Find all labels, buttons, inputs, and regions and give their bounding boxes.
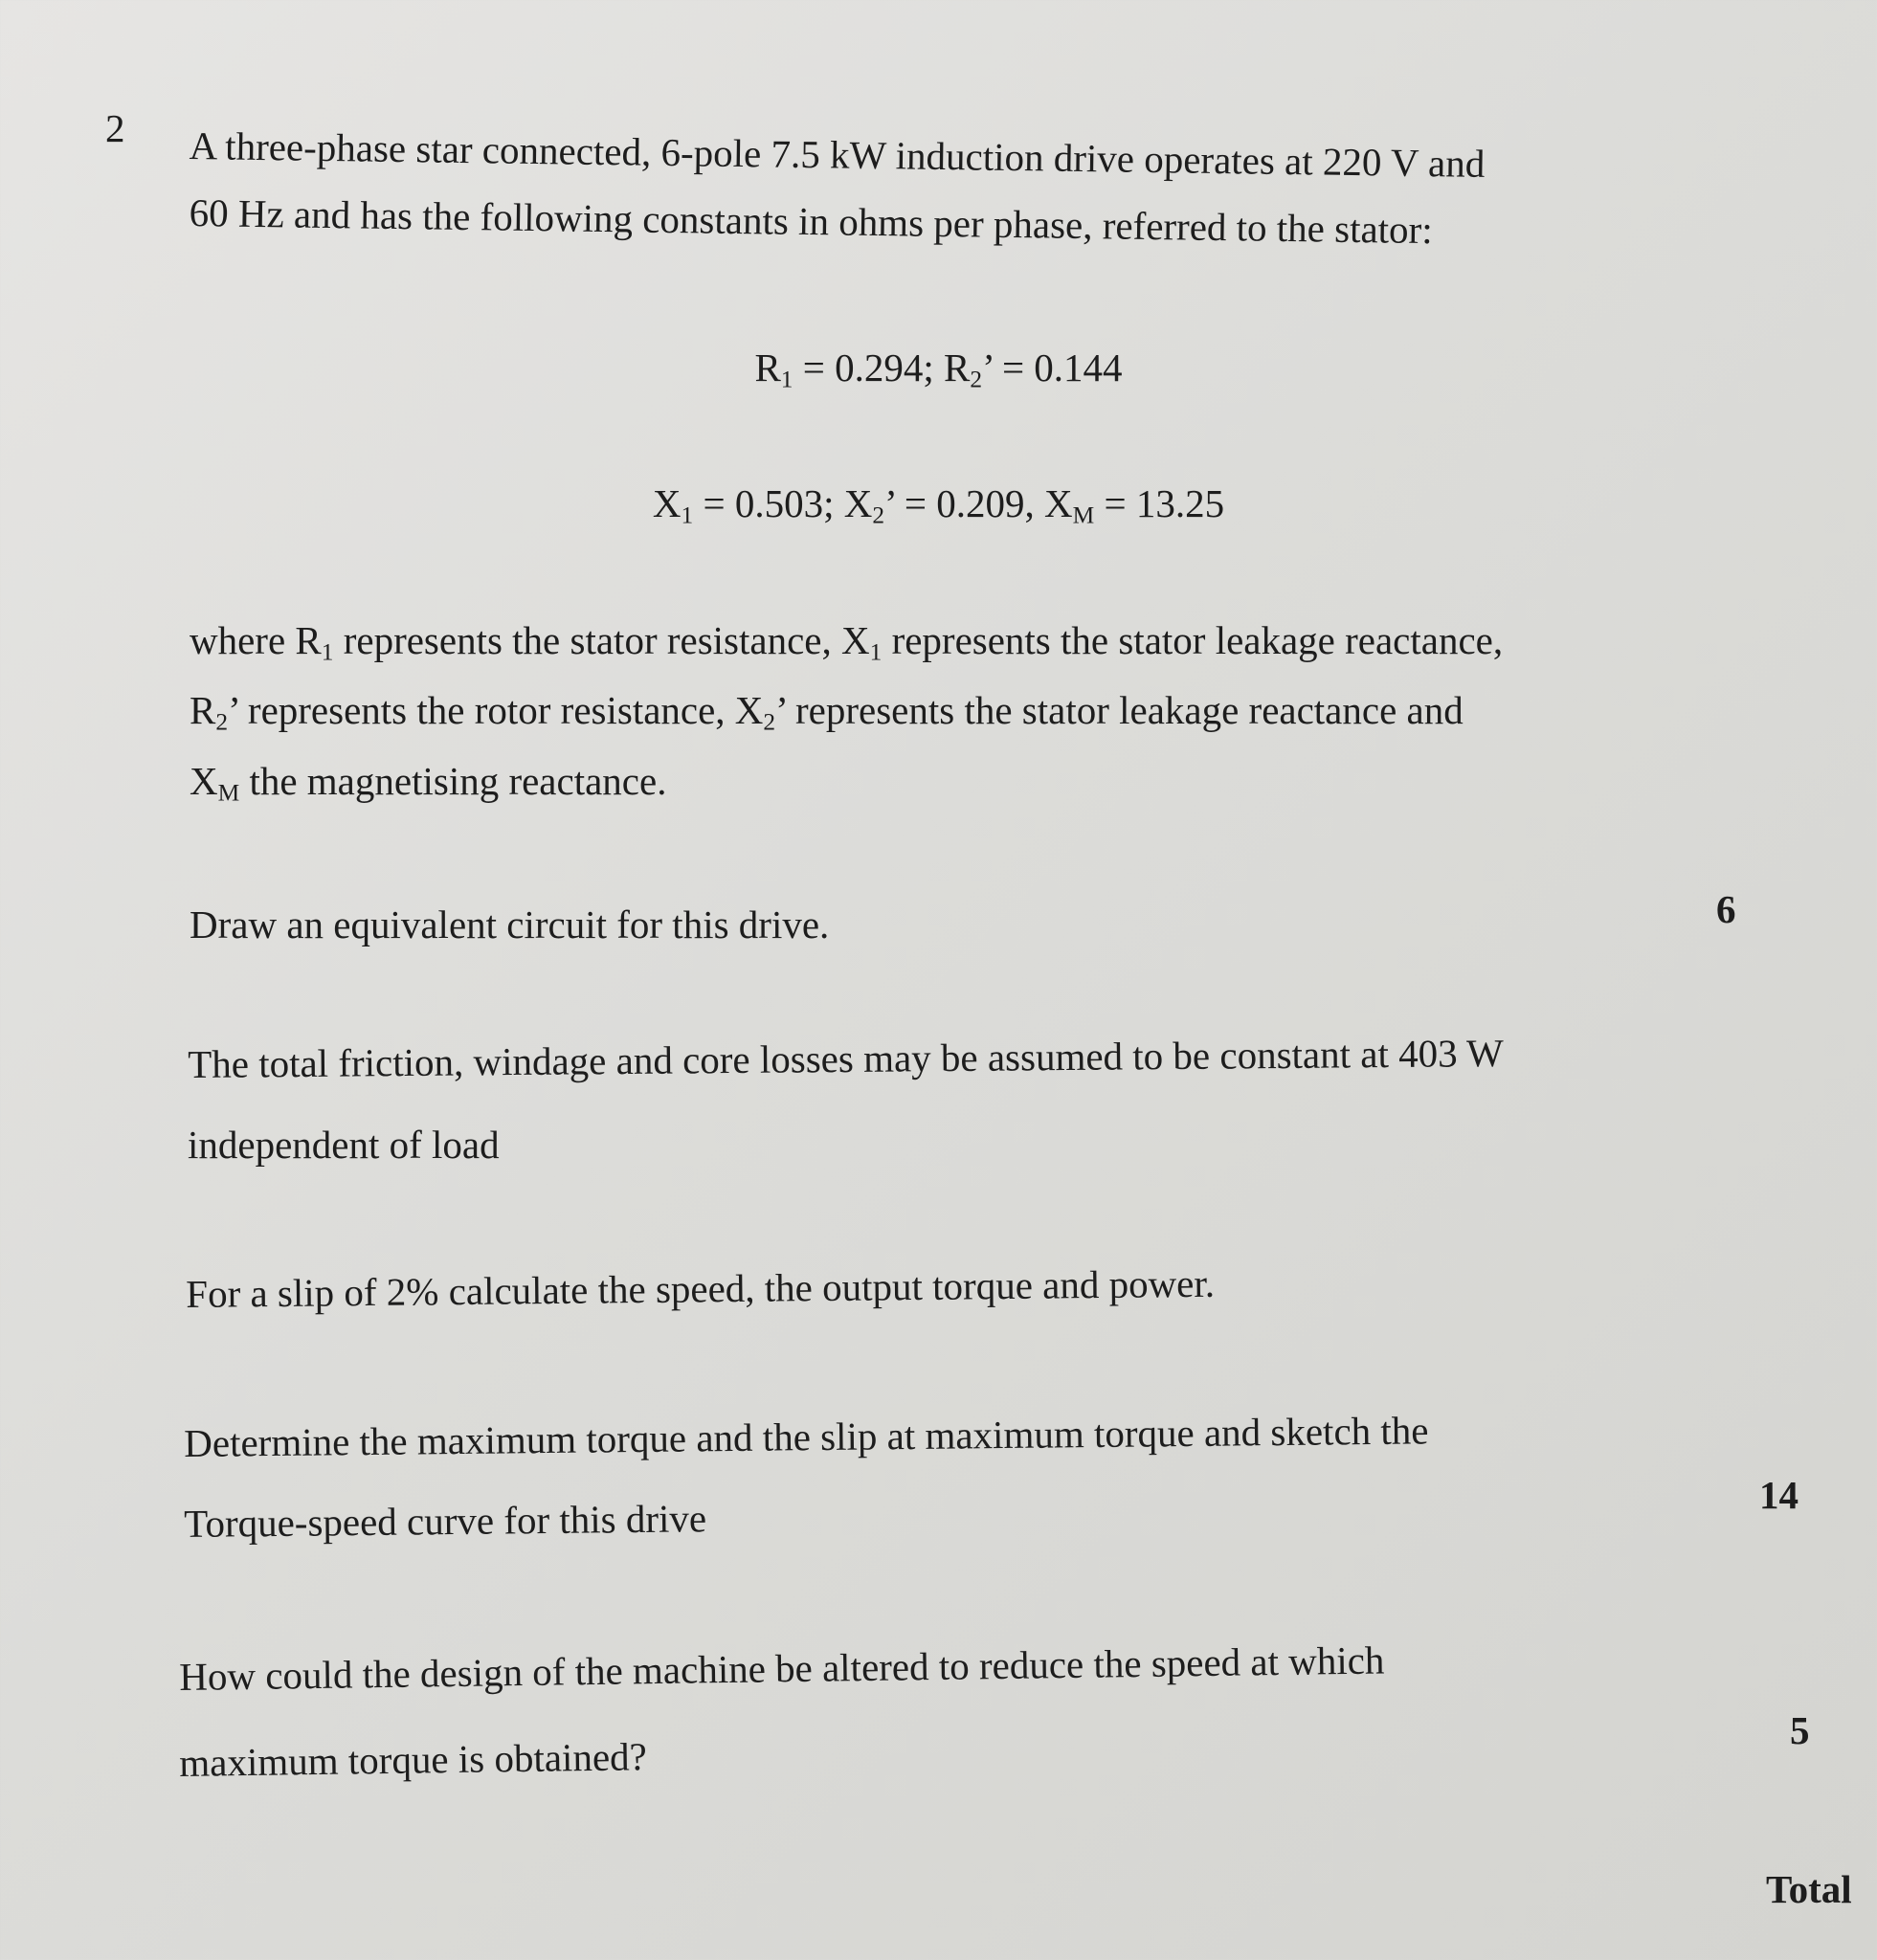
- part-e-line-2: maximum torque is obtained?: [179, 1734, 648, 1785]
- part-b-line-2: independent of load: [188, 1123, 500, 1167]
- part-d-line-2: Torque-speed curve for this drive: [184, 1496, 707, 1546]
- intro-line-1: A three-phase star connected, 6-pole 7.5 kW induction drive operates at 220 V and: [189, 122, 1486, 186]
- intro-line-2: 60 Hz and has the following constants in ohms per phase, referred to the stator:: [189, 189, 1434, 253]
- total-label: Total: [1766, 1867, 1852, 1911]
- part-e-marks: 5: [1790, 1708, 1810, 1752]
- resistance-constants: $R_1 = 0.294$; $R_2$’ = 0.144: [754, 345, 1123, 393]
- part-a-marks: 6: [1716, 887, 1736, 931]
- reactance-constants: $X_1 = 0.503$; $X_2$’ = 0.209, $X_M = 13.25$: [652, 481, 1225, 529]
- part-c-text: For a slip of 2% calculate the speed, the output torque and power.: [186, 1260, 1216, 1316]
- question-number: 2: [105, 106, 125, 150]
- part-a-text: Draw an equivalent circuit for this drive.: [190, 902, 830, 947]
- part-d-marks: 14: [1759, 1473, 1799, 1517]
- definition-line-3: $X_M$ the magnetising reactance.: [190, 759, 667, 807]
- part-e-line-1: How could the design of the machine be altered to reduce the speed at which: [179, 1637, 1385, 1699]
- part-b-line-1: The total friction, windage and core losses may be assumed to be constant at 403 W: [188, 1031, 1505, 1086]
- definition-line-1: where $R_1$ represents the stator resistance, $X_1$ represents the stator leakage reactance,: [190, 618, 1504, 666]
- definition-line-2: $R_2$’ represents the rotor resistance, $X_2$’ represents the stator leakage reactance and: [190, 688, 1464, 736]
- part-d-line-1: Determine the maximum torque and the slip at maximum torque and sketch the: [184, 1408, 1429, 1465]
